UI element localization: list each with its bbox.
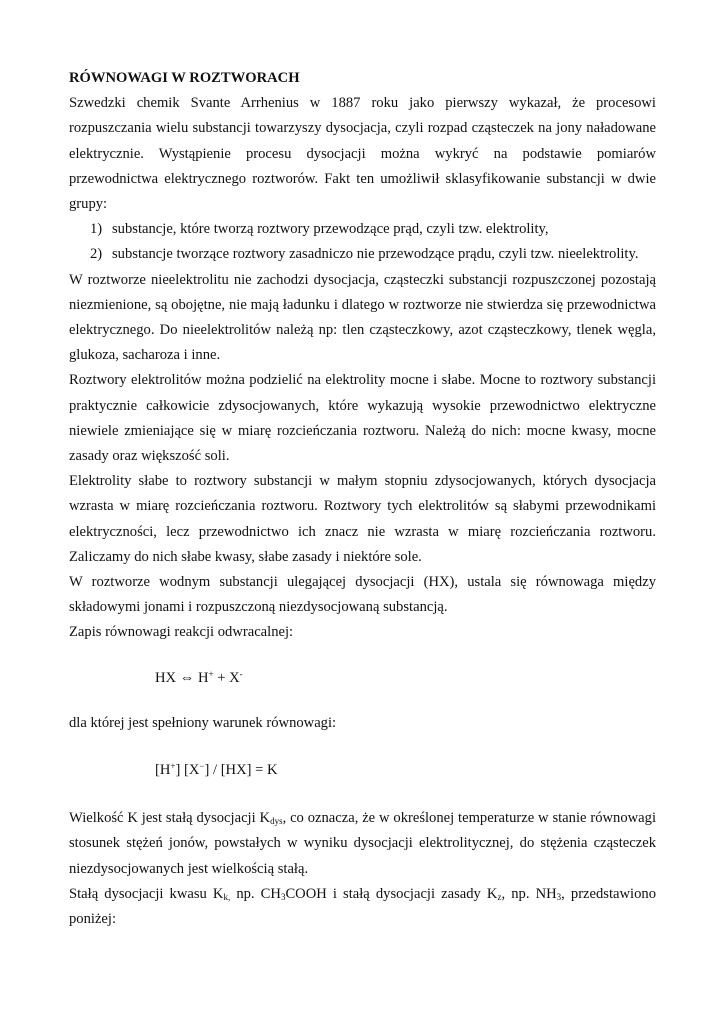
list-item-text: substancje tworzące roztwory zasadniczo nie przewodzące prądu, czyli tzw. nieelektrolity.: [112, 246, 639, 263]
paragraph-nonelectrolytes: W roztworze nieelektrolitu nie zachodzi dysocjacja, cząsteczki substancji rozpuszczonej pozostają niezmienione, są obojętne, nie mają ładunku i dlatego w roztworze nie stwierdza się przewodnictwa elektrycznego. Do nieelektrolitów należą np: tlen cząsteczkowy, azot cząsteczkowy, tlenek węgla, glukoza, sacharoza i inne.: [69, 271, 656, 364]
document-page: [69, 66, 656, 932]
paragraph-equilibrium: W roztworze wodnym substancji ulegającej dysocjacji (HX), ustala się równowaga między składowymi jonami i rozpuszczoną niezdysocjowaną substancją.: [69, 574, 656, 616]
paragraph-condition-intro: dla której jest spełniony warunek równowagi:: [69, 714, 337, 731]
list-item-number: 2): [90, 246, 103, 263]
paragraph-arrhenius: Szwedzki chemik Svante Arrhenius w 1887 roku jako pierwszy wykazał, że procesowi rozpuszczania wielu substancji towarzyszy dysocjacja, czyli rozpad cząsteczek na jony naładowane elektrycznie. Wystąpienie procesu dysocjacji można wykryć na podstawie pomiarów przewodnictwa elektrycznego roztworów. Fakt ten umożliwił sklasyfikowanie substancji w dwie grupy:: [69, 95, 656, 213]
paragraph-reaction-intro: Zapis równowagi reakcji odwracalnej:: [69, 624, 294, 641]
paragraph-dissociation-constant: Wielkość K jest stałą dysocjacji $K_{dys}$, co oznacza, że w określonej temperaturze w stanie równowagi stosunek stężeń jonów, powstałych w wyniku dysocjacji elektrolitycznej, do stężenia cząsteczek niezdysocjowanych jest wielkością stałą.: [69, 810, 656, 877]
classification-list: [69, 217, 656, 267]
equation-equilibrium-constant: [H+] [X−] / [HX] = K: [155, 761, 278, 779]
equation-dissociation: HX ⇔ H+ + X-: [155, 668, 243, 686]
list-item-text: substancje, które tworzą roztwory przewodzące prąd, czyli tzw. elektrolity,: [112, 221, 549, 238]
paragraph-acid-base-constants: Stałą dysocjacji kwasu $K_{k,}$ np. $CH_3COOH$ i stałą dysocjacji zasady $K_z$, np. $NH_3$, przedstawiono poniżej:: [69, 885, 657, 928]
paragraph-electrolytes: Roztwory elektrolitów można podzielić na elektrolity mocne i słabe. Mocne to roztwory substancji praktycznie całkowicie zdysocjowanych, które wykazują wysokie przewodnictwo elektryczne niewiele zmieniające się w miarę rozcieńczania roztworu. Należą do nich: mocne kwasy, mocne zasady oraz większość soli.: [69, 372, 656, 465]
document-title: RÓWNOWAGI W ROZTWORACH: [69, 70, 300, 86]
paragraph-weak-electrolytes: Elektrolity słabe to roztwory substancji w małym stopniu zdysocjowanych, których dysocjacja wzrasta w miarę rozcieńczania roztworu. Roztwory tych elektrolitów są słabymi przewodnikami elektryczności, lecz przewodnictwo ich znacz nie wzrasta w miarę rozcieńczania roztworu. Zaliczamy do nich słabe kwasy, słabe zasady i niektóre sole.: [69, 473, 656, 565]
list-item: [69, 242, 656, 267]
list-item: [69, 217, 656, 242]
list-item-number: 1): [90, 221, 103, 238]
